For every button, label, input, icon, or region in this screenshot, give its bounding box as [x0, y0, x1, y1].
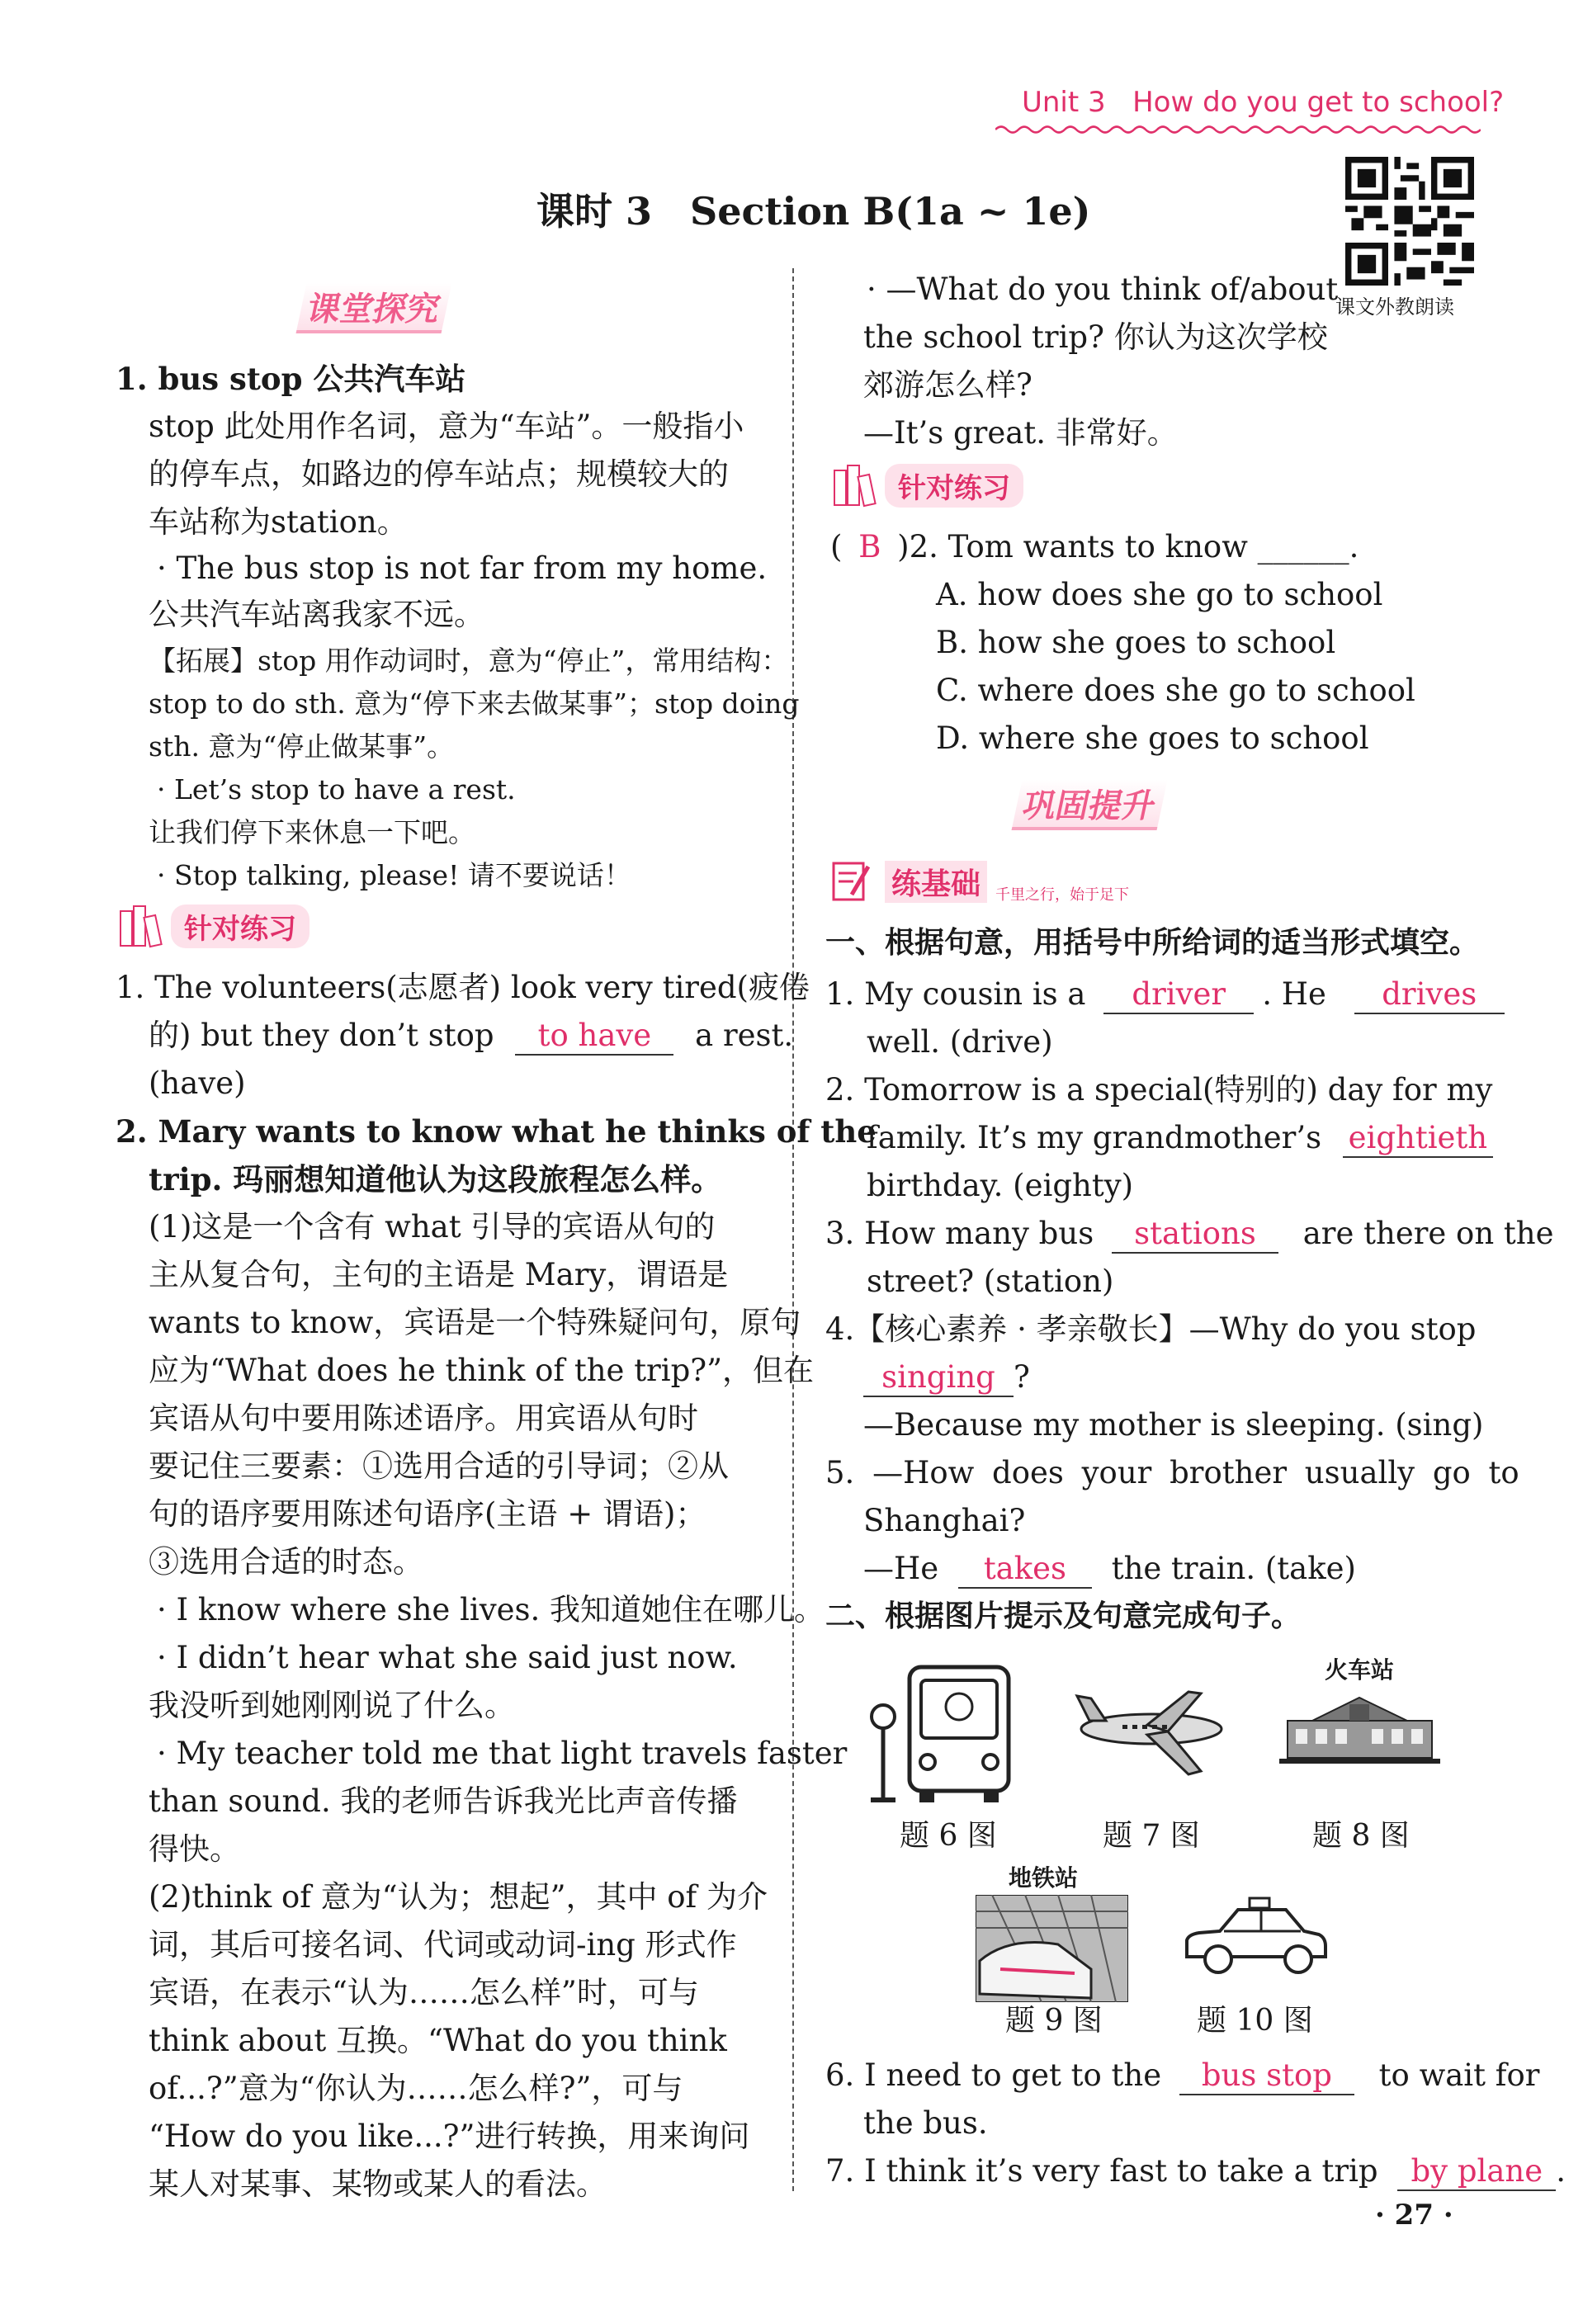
answer-blank[interactable]: to have — [515, 1018, 673, 1056]
taxi-car-picture — [1179, 1895, 1331, 1986]
practice-tag-right — [834, 464, 1023, 508]
answer-blank[interactable]: stations — [1112, 1216, 1278, 1254]
fill-q4: 4.【核心素养 · 孝亲敬长】—Why do you stop — [825, 1311, 1477, 1347]
train-station-label: 火车站 — [1325, 1656, 1395, 1684]
part2-title: 二、根据图片提示及句意完成句子。 — [825, 1599, 1302, 1633]
question-hint: (have) — [149, 1065, 246, 1101]
books-icon — [834, 466, 877, 506]
header-wavy-line — [995, 124, 1481, 135]
text-line: “How do you like...?”进行转换，用来询问 — [149, 2119, 750, 2154]
text-line: sth. 意为“停止做某事”。 — [149, 730, 455, 763]
picture-caption: 题 10 图 — [1197, 2004, 1313, 2038]
question-text: Shanghai? — [863, 1503, 1026, 1538]
subway-station-picture — [976, 1895, 1128, 2002]
example-sentence: · My teacher told me that light travels faster — [157, 1736, 848, 1771]
example-translation: 公共汽车站离我家不远。 — [149, 597, 484, 632]
practice-tag-left — [120, 905, 310, 948]
text-line: 要记住三要素：①选用合适的引导词；②从 — [149, 1448, 729, 1484]
question-text: the bus. — [863, 2105, 988, 2141]
question-text: birthday. (eighty) — [867, 1168, 1134, 1203]
section-title-ketang: 课堂探究 — [296, 283, 452, 333]
qr-code-icon[interactable] — [1345, 157, 1474, 286]
example-translation: 让我们停下来休息一下吧。 — [149, 816, 475, 848]
section-title-gonggu: 巩固提升 — [1012, 780, 1168, 830]
fill-q1 — [825, 971, 1505, 1018]
fill-q3 — [825, 1210, 1554, 1258]
qr-caption: 课文外教朗读 — [1335, 295, 1454, 319]
section-banner-ketang — [301, 287, 447, 328]
text-line: 宾语，在表示“认为……怎么样”时，可与 — [149, 1975, 699, 2010]
basic-practice-label: 练基础 — [885, 861, 987, 903]
question-text: family. It’s my grandmother’s — [867, 1120, 1322, 1155]
answer-blank[interactable]: eightieth — [1343, 1120, 1493, 1158]
part1-title: 一、根据句意，用括号中所给词的适当形式填空。 — [825, 926, 1480, 960]
airplane-picture — [1073, 1684, 1230, 1783]
question-text: 6. I need to get to the — [825, 2057, 1162, 2093]
example-translation: 郊游怎么样? — [863, 367, 1032, 403]
page-number: · 27 · — [1375, 2199, 1453, 2232]
answer-blank[interactable]: by plane — [1397, 2153, 1556, 2191]
answer-blank[interactable]: bus stop — [1179, 2057, 1354, 2095]
example-translation: 得快。 — [149, 1831, 240, 1867]
text-line: 应为“What does he think of the trip?”，但在 — [149, 1353, 815, 1388]
question-text: street? (station) — [867, 1264, 1114, 1299]
lesson-title: 课时 3 Section B(1a ~ 1e) — [536, 189, 1091, 234]
question-text: 7. I think it’s very fast to take a trip — [825, 2153, 1378, 2189]
example-sentence: · Let’s stop to have a rest. — [157, 773, 516, 805]
item1-heading: 1. bus stop 公共汽车站 — [116, 361, 466, 397]
text-line: stop 此处用作名词，意为“车站”。一般指小 — [149, 409, 744, 444]
text-line: wants to know，宾语是一个特殊疑问句，原句 — [149, 1305, 801, 1340]
text-line: 的停车点，如路边的停车站点；规模较大的 — [149, 456, 729, 492]
subway-station-label: 地铁站 — [1009, 1864, 1079, 1892]
bus-stop-picture — [858, 1659, 1023, 1807]
question-text: 的) but they don’t stop — [149, 1018, 494, 1053]
answer-blank[interactable]: takes — [958, 1551, 1092, 1589]
text-line: ③选用合适的时态。 — [149, 1544, 423, 1580]
example-sentence: · I didn’t hear what she said just now. — [157, 1640, 738, 1675]
unit-label: Unit 3 — [1022, 86, 1106, 119]
running-header — [1022, 86, 1504, 119]
picture-caption: 题 8 图 — [1312, 1819, 1410, 1853]
item2-heading: 2. Mary wants to know what he thinks of the — [116, 1113, 877, 1150]
question-text: . — [1556, 2153, 1566, 2189]
text-line: (1)这是一个含有 what 引导的宾语从句的 — [149, 1209, 716, 1245]
option-c[interactable]: C. where does she go to school — [936, 673, 1415, 708]
text-line: 主从复合句，主句的主语是 Mary，谓语是 — [149, 1257, 729, 1292]
text-line: think about 互换。“What do you think — [149, 2023, 727, 2058]
answer-blank[interactable]: driver — [1103, 976, 1254, 1014]
picture-caption: 题 9 图 — [1005, 2004, 1103, 2038]
example-sentence: · Stop talking, please! 请不要说话！ — [157, 859, 631, 891]
example-sentence: · I know where she lives. 我知道她住在哪儿。 — [157, 1592, 825, 1627]
answer-blank[interactable]: singing — [863, 1359, 1014, 1397]
option-d[interactable]: D. where she goes to school — [936, 720, 1369, 756]
answer-blank[interactable]: drives — [1354, 976, 1505, 1014]
bracket: ( — [830, 529, 843, 564]
text-line: 某人对某事、某物或某人的看法。 — [149, 2166, 607, 2202]
fill-q4-line2 — [863, 1353, 1030, 1401]
option-a[interactable]: A. how does she go to school — [936, 577, 1383, 612]
text-line: of...?”意为“你认为……怎么样?”，可与 — [149, 2071, 683, 2106]
choice-answer[interactable]: B — [858, 529, 881, 564]
text-line: 句的语序要用陈述句语序(主语 + 谓语)； — [149, 1496, 706, 1532]
option-b[interactable]: B. how she goes to school — [936, 625, 1336, 660]
question-text: to wait for — [1378, 2057, 1540, 2093]
question-text: are there on the — [1302, 1216, 1554, 1251]
practice-tag-label: 针对练习 — [171, 905, 310, 948]
practice-tag-label: 针对练习 — [885, 464, 1023, 508]
text-line: 车站称为station。 — [149, 504, 408, 540]
question-text: a rest. — [695, 1018, 794, 1053]
picture-caption: 题 6 图 — [900, 1819, 997, 1853]
question-text: the train. (take) — [1111, 1551, 1356, 1586]
extension-note: 【拓展】stop 用作动词时，意为“停止”，常用结构： — [149, 645, 789, 677]
question-text: —He — [863, 1551, 939, 1586]
fill-q2-line2 — [867, 1114, 1493, 1162]
sentence-q6 — [825, 2052, 1539, 2100]
picture-caption: 题 7 图 — [1103, 1819, 1200, 1853]
text-line: 宾语从句中要用陈述语序。用宾语从句时 — [149, 1401, 698, 1436]
text-line: 词，其后可接名词、代词或动词-ing 形式作 — [149, 1927, 737, 1963]
example-sentence: · —What do you think of/about — [867, 272, 1339, 307]
text-line: stop to do sth. 意为“停下来去做某事”；stop doing — [149, 687, 800, 720]
example-sentence: —It’s great. 非常好。 — [863, 415, 1178, 451]
text-line: (2)think of 意为“认为；想起”，其中 of 为介 — [149, 1879, 768, 1915]
example-translation: 我没听到她刚刚说了什么。 — [149, 1688, 515, 1723]
choice-question — [830, 523, 1359, 571]
question-text: )2. Tom wants to know ______. — [897, 529, 1359, 564]
column-divider — [792, 268, 794, 2191]
question-line — [149, 1012, 793, 1060]
section-banner-gonggu — [1017, 784, 1162, 825]
question-text: . He — [1262, 976, 1326, 1012]
example-sentence: the school trip? 你认为这次学校 — [863, 319, 1328, 355]
unit-title: How do you get to school? — [1132, 86, 1505, 119]
question-text: —Because my mother is sleeping. (sing) — [863, 1407, 1484, 1443]
question-text: ? — [1014, 1359, 1030, 1395]
question-text: well. (drive) — [867, 1024, 1053, 1060]
example-sentence: · The bus stop is not far from my home. — [157, 550, 768, 586]
basic-practice-tag — [830, 858, 1129, 905]
sentence-q7 — [825, 2147, 1566, 2195]
fill-q2: 2. Tomorrow is a special(特别的) day for my — [825, 1072, 1493, 1108]
question-line: 1. The volunteers(志愿者) look very tired(疲倦 — [116, 970, 810, 1005]
fill-q5-line3 — [863, 1545, 1356, 1593]
example-translation: than sound. 我的老师告诉我光比声音传播 — [149, 1783, 738, 1819]
basic-practice-sub: 千里之行，始于足下 — [995, 886, 1130, 904]
question-text: 1. My cousin is a — [825, 976, 1086, 1012]
books-icon — [120, 907, 163, 947]
fill-q5: 5. —How does your brother usually go to — [825, 1455, 1519, 1490]
question-text: 3. How many bus — [825, 1216, 1094, 1251]
pencil-paper-icon — [830, 858, 877, 905]
train-station-picture — [1279, 1688, 1440, 1770]
item2-heading: trip. 玛丽想知道他认为这段旅程怎么样。 — [149, 1161, 722, 1197]
